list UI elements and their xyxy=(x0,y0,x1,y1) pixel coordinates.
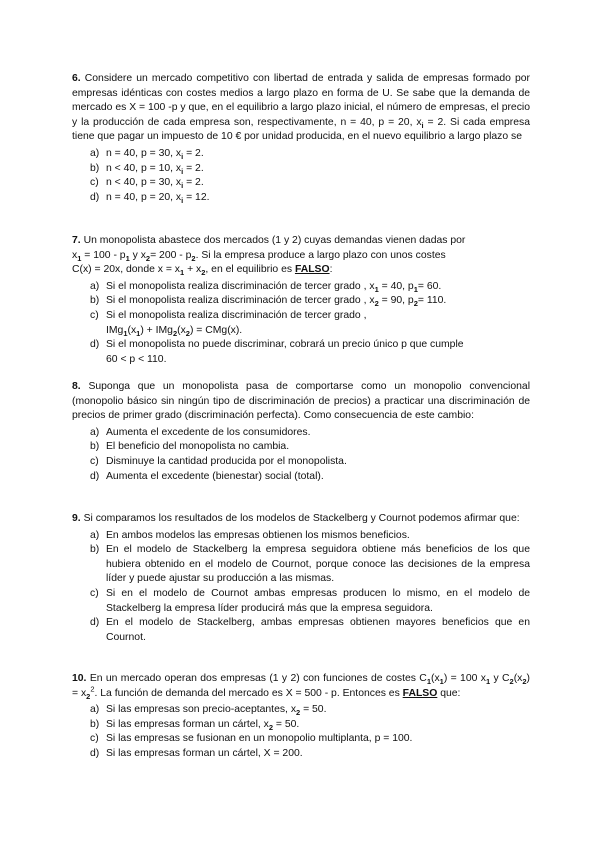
question-8-options xyxy=(72,426,530,484)
option-9c[interactable]: c) Si en el modelo de Cournot ambas empresas producen lo mismo, en el modelo de Stackelberg la empresa líder producirá más que la empresa seguidora. xyxy=(90,587,530,614)
option-6c[interactable]: c) n < 40, p = 30, $x_i = 2$. xyxy=(90,177,204,191)
question-6 xyxy=(72,72,530,205)
question-7-number: 7. xyxy=(72,235,81,246)
question-9-stem: 9. Si comparamos los resultados de los modelos de Stackelberg y Cournot podemos afirmar que: xyxy=(72,513,520,524)
question-10-number: 10. xyxy=(72,673,87,684)
option-6d[interactable]: d) n = 40, p = 20, $x_i = 12$. xyxy=(90,191,210,205)
question-6-options xyxy=(72,147,530,205)
option-8a[interactable]: a) Aumenta el excedente de los consumidores. xyxy=(90,426,311,438)
question-10-options xyxy=(72,703,530,761)
question-7-stem: 7. Un monopolista abastece dos mercados (1 y 2) cuyas demandas vienen dadas por $x_1 = 100 - p_1$ y $x_2= 200 - p_2$. Si la empresa produce a largo plazo con unos costes C(x) = 20x, donde $x = x_1 + x_2$, en el equilibrio es FALSO: xyxy=(72,235,466,278)
option-6a[interactable]: a) n = 40, p = 30, $x_i = 2$. xyxy=(90,147,204,162)
question-6-number: 6. xyxy=(72,73,81,84)
falso-emphasis: FALSO xyxy=(294,264,330,276)
option-10c[interactable]: c) Si las empresas se fusionan en un monopolio multiplanta, p = 100. xyxy=(90,733,413,745)
option-7a[interactable]: a) Si el monopolista realiza discriminación de tercer grado , $x_1 = 40$, $p_1= 60$. xyxy=(90,280,442,294)
option-7b[interactable]: b) Si el monopolista realiza discriminación de tercer grado , $x_2 = 90$, $p_2= 110$. xyxy=(90,295,447,309)
question-8 xyxy=(72,380,530,484)
question-8-number: 8. xyxy=(72,381,81,392)
question-7-options xyxy=(72,280,530,368)
option-10b[interactable]: b) Si las empresas forman un cártel, $x_2 = 50$. xyxy=(90,718,300,732)
option-6b[interactable]: b) n < 40, p = 10, $x_i = 2$. xyxy=(90,162,204,176)
question-9-number: 9. xyxy=(72,513,81,524)
question-10-stem: 10. En un mercado operan dos empresas (1 y 2) con funciones de costes $C_1(x_1) = 100$ $x_1$ y $C_2(x_2) = x_2^2$. La función de demanda del mercado es X = 500 - p. Entonces es FALSO que: xyxy=(72,673,530,701)
question-8-stem: 8. Suponga que un monopolista pasa de comportarse como un monopolio convencional (monopolio básico sin ningún tipo de discriminación de precios) a practicar una discriminación de precios de primer grado (discriminación perfecta). Como consecuencia de este cambio: xyxy=(72,381,530,422)
question-9-options xyxy=(72,529,530,646)
option-10a[interactable]: a) Si las empresas son precio-aceptantes, $x_2 = 50$. xyxy=(90,704,327,718)
falso-emphasis: FALSO xyxy=(402,687,438,699)
option-8b[interactable]: b) El beneficio del monopolista no cambia. xyxy=(90,441,290,453)
option-7d[interactable]: d) Si el monopolista no puede discriminar, cobrará un precio único p que cumple 60 < p < 110. xyxy=(90,339,464,365)
question-9 xyxy=(72,512,530,645)
question-6-stem: 6. Considere un mercado competitivo con libertad de entrada y salida de empresas formado por empresas idénticas con costes medios a largo plazo en forma de U. Se sabe que la demanda de mercado es X = 100 -p y que, en el equilibrio a largo plazo inicial, el número de empresas, el precio y la producción de cada empresa son, respectivamente, n = 40, p = 20, $x_i = 2$. Si cada empresa tiene que pagar un impuesto de 10 € por unidad producida, en el nuevo equilibrio a largo plazo se xyxy=(72,73,531,143)
option-7c[interactable]: c) Si el monopolista realiza discriminación de tercer grado , $IMg_1(x_1) + IMg_2(x_2) = CMg(x)$. xyxy=(90,309,367,338)
option-9a[interactable]: a) En ambos modelos las empresas obtienen los mismos beneficios. xyxy=(90,529,410,541)
question-7 xyxy=(72,234,530,367)
option-9d[interactable]: d) En el modelo de Stackelberg, ambas empresas obtienen mayores beneficios que en Cournot. xyxy=(90,617,530,643)
option-8c[interactable]: c) Disminuye la cantidad producida por el monopolista. xyxy=(90,455,347,467)
question-10 xyxy=(72,672,530,762)
option-9b[interactable]: b) En el modelo de Stackelberg la empresa seguidora obtiene más beneficios de los que hubiera obtenido en el modelo de Cournot, porque conoce las decisiones de la empresa líder y puede ajustar su producción a las mismas. xyxy=(90,544,530,585)
option-10d[interactable]: d) Si las empresas forman un cártel, X = 200. xyxy=(90,747,303,759)
option-8d[interactable]: d) Aumenta el excedente (bienestar) social (total). xyxy=(90,470,324,482)
